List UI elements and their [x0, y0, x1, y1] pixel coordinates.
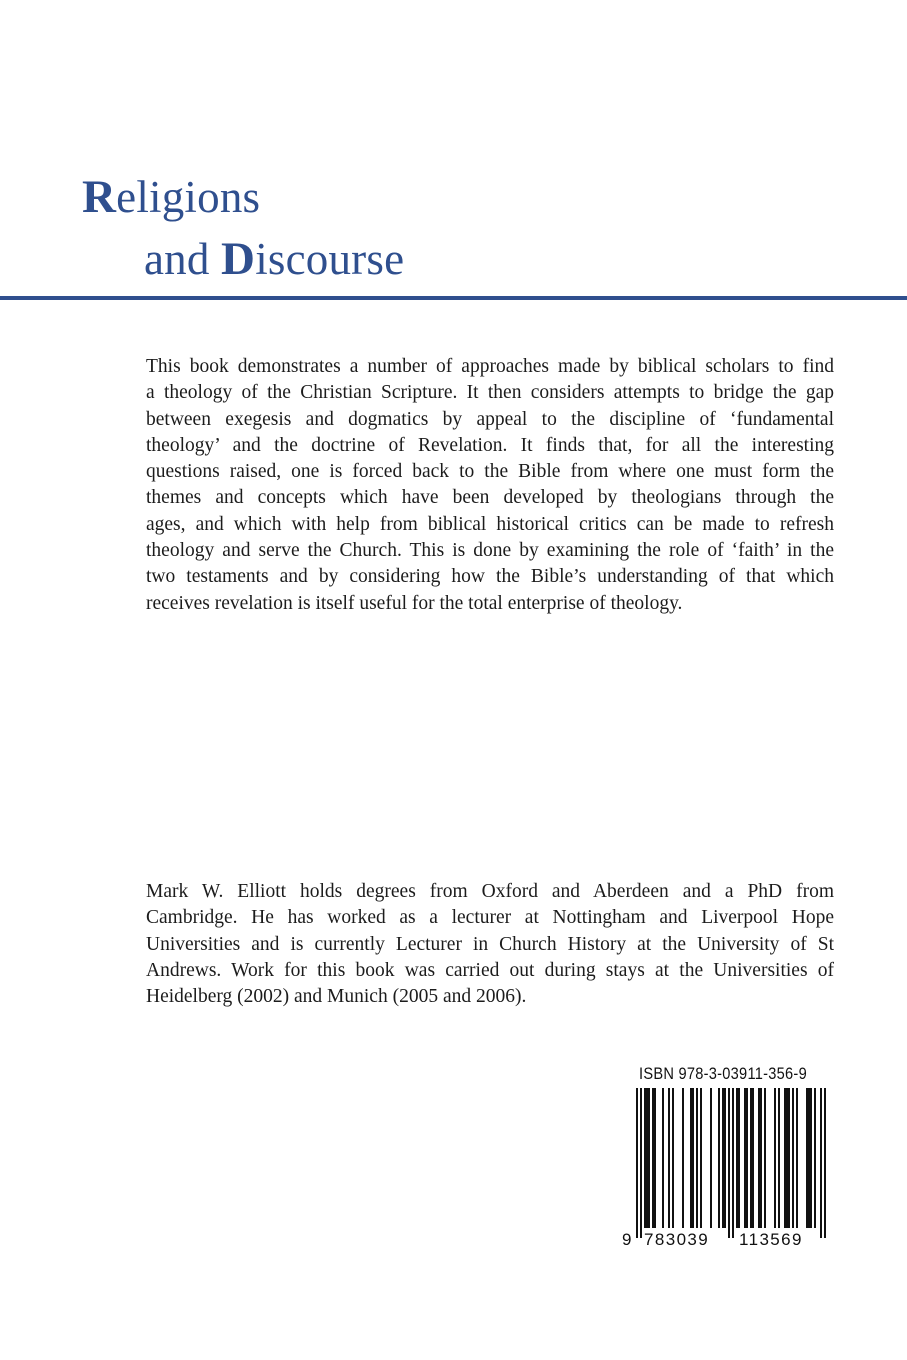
barcode-bar: [784, 1088, 786, 1228]
barcode-bar: [646, 1088, 648, 1228]
isbn-label: ISBN 978-3-03911-356-9: [639, 1064, 807, 1083]
author-bio-line: Universities and is currently Lecturer in Church History at the University of St: [146, 933, 834, 955]
barcode-digits-right: 113569: [739, 1230, 803, 1249]
barcode-bar: [764, 1088, 766, 1228]
barcode-guard-bar: [732, 1088, 734, 1238]
barcode-bar: [774, 1088, 776, 1228]
barcode-bar: [654, 1088, 656, 1228]
series-title-initial-d: D: [221, 233, 256, 285]
book-description-line: ages, and which with help from biblical historical critics can be made to refresh: [146, 513, 834, 535]
series-title: [82, 166, 404, 290]
author-bio-line: Mark W. Elliott holds degrees from Oxford and Aberdeen and a PhD from: [146, 881, 834, 902]
title-divider-rule: [0, 296, 907, 300]
barcode-bar: [810, 1088, 812, 1228]
barcode-bar: [808, 1088, 810, 1228]
book-description: [146, 354, 834, 617]
barcode-bar: [752, 1088, 754, 1228]
barcode-bar: [724, 1088, 726, 1228]
series-title-initial-r: R: [82, 171, 117, 223]
barcode-bar: [696, 1088, 698, 1228]
book-description-line: theology’ and the doctrine of Revelation. It finds that, for all the interesting: [146, 434, 834, 456]
barcode-bar: [796, 1088, 798, 1228]
series-title-line-1: [82, 166, 404, 228]
series-title-rest-1: eligions: [116, 172, 261, 222]
barcode-bar: [692, 1088, 694, 1228]
barcode-bar: [758, 1088, 760, 1228]
barcode-guard-bar: [820, 1088, 822, 1238]
barcode-guard-bar: [636, 1088, 638, 1238]
barcode-bar: [786, 1088, 788, 1228]
barcode-bar: [648, 1088, 650, 1228]
book-description-line: theology and serve the Church. This is done by examining the role of ‘faith’ in the: [146, 540, 834, 562]
barcode-bar: [722, 1088, 724, 1228]
author-bio-line: Cambridge. He has worked as a lecturer at Nottingham and Liverpool Hope: [146, 907, 834, 929]
book-description-line: This book demonstrates a number of approaches made by biblical scholars to find: [146, 356, 834, 377]
barcode-bar: [750, 1088, 752, 1228]
series-title-rest-2: iscourse: [255, 234, 405, 284]
barcode-bar: [738, 1088, 740, 1228]
author-bio-line: Heidelberg (2002) and Munich (2005 and 2006).: [146, 986, 527, 1008]
barcode-bar: [690, 1088, 692, 1228]
barcode-digit-first: 9: [622, 1230, 632, 1249]
barcode-bar: [736, 1088, 738, 1228]
barcode-bar: [806, 1088, 808, 1228]
barcode-guard-bar: [640, 1088, 642, 1238]
book-description-line: questions raised, one is forced back to the Bible from where one must form the: [146, 461, 834, 483]
book-description-line: a theology of the Christian Scripture. It then considers attempts to bridge the gap: [146, 382, 834, 404]
author-bio: [146, 879, 834, 1010]
barcode-bar: [682, 1088, 684, 1228]
barcode-bar: [814, 1088, 816, 1228]
barcode-bar: [662, 1088, 664, 1228]
barcode-bar: [788, 1088, 790, 1228]
author-bio-line: Andrews. Work for this book was carried out during stays at the Universities of: [146, 959, 834, 981]
barcode-bar: [792, 1088, 794, 1228]
barcode-bar: [700, 1088, 702, 1228]
book-description-line: themes and concepts which have been developed by theologians through the: [146, 487, 834, 509]
series-title-line-2: [82, 228, 404, 290]
barcode-bar: [644, 1088, 646, 1228]
barcode-bar: [672, 1088, 674, 1228]
barcode-guard-bar: [728, 1088, 730, 1238]
barcode-bar: [710, 1088, 712, 1228]
barcode-bar: [778, 1088, 780, 1228]
barcode-bar: [668, 1088, 670, 1228]
barcode-digits-left: 783039: [644, 1230, 710, 1249]
barcode-bar: [744, 1088, 746, 1228]
barcode-bar: [718, 1088, 720, 1228]
isbn-barcode: [622, 1064, 834, 1254]
book-description-line: receives revelation is itself useful for the total enterprise of theology.: [146, 592, 683, 614]
barcode-bar: [760, 1088, 762, 1228]
barcode-bar: [746, 1088, 748, 1228]
book-description-line: between exegesis and dogmatics by appeal to the discipline of ‘fundamental: [146, 408, 834, 430]
barcode-bars-icon: [622, 1088, 834, 1238]
barcode-guard-bar: [824, 1088, 826, 1238]
barcode-bar: [652, 1088, 654, 1228]
book-description-line: two testaments and by considering how the Bible’s understanding of that which: [146, 566, 834, 588]
series-title-and: and: [144, 234, 222, 284]
